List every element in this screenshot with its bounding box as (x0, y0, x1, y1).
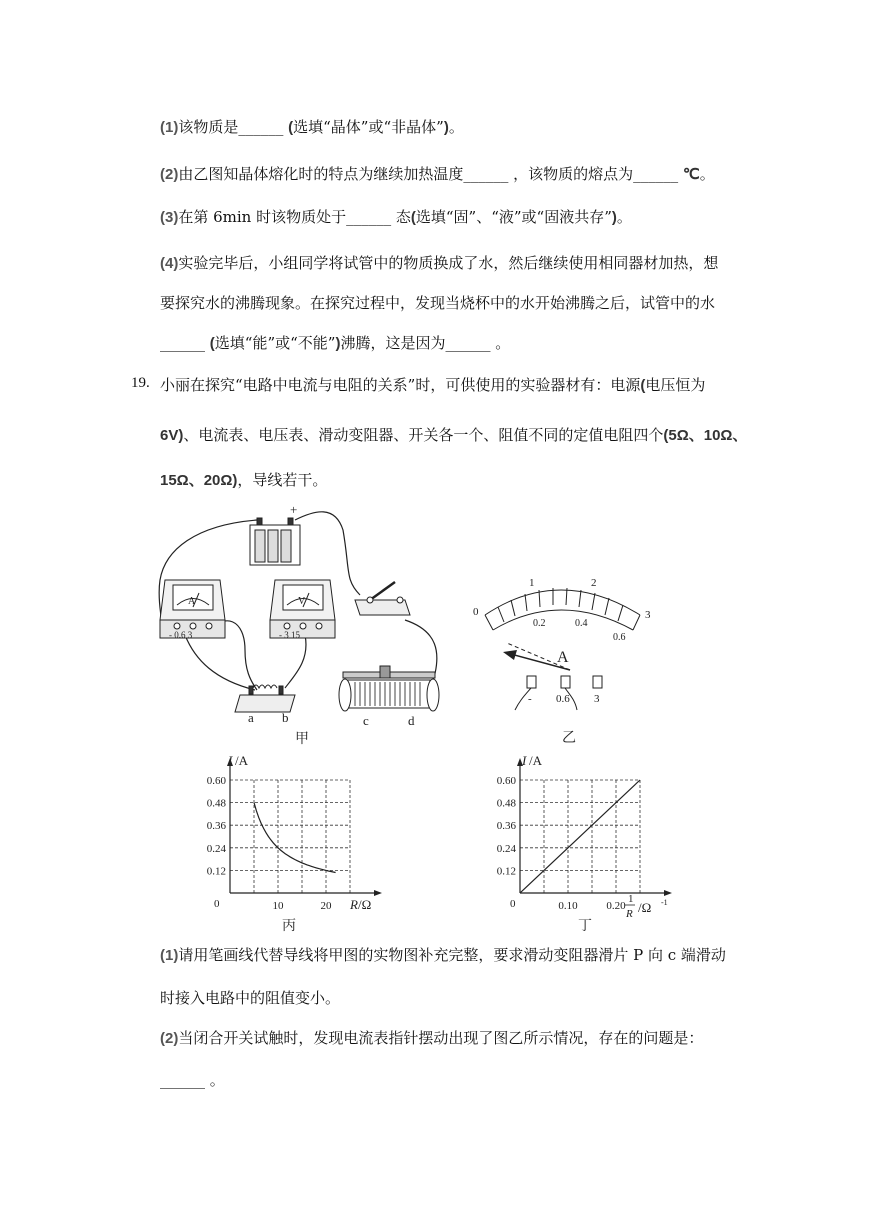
bing-ytick-1: 0.24 (206, 842, 226, 855)
q4-text-1: 实验完毕后，小组同学将试管中的物质换成了水，然后继续使用相同器材加热，想 (178, 254, 719, 272)
bing-xtick-1: 20 (320, 900, 332, 912)
resistor-icon (235, 685, 295, 712)
bing-ytick-2: 0.36 (206, 820, 226, 833)
q1-text: 该物质是______ (178, 118, 289, 136)
q2-unit: ℃ (682, 166, 700, 183)
ding-ticks (497, 775, 626, 912)
dial-pointer-head (503, 650, 517, 660)
ding-xlabel-den: R (626, 908, 633, 920)
q19-paren: ( (640, 377, 646, 394)
q4-text-3: 沸腾，这是因为______ 。 (340, 334, 511, 352)
terminal-minus: - (528, 693, 532, 705)
ammeter-letter: A (188, 596, 196, 607)
q4-number: (4) (160, 255, 179, 272)
q4-line1 (160, 253, 718, 274)
q4-blank: ______ (160, 334, 210, 352)
q19-line2 (160, 425, 747, 446)
ding-ylabel-var: I (522, 753, 527, 768)
dial-inner-0-6: 0.6 (613, 632, 626, 643)
q19-sub2-line1 (160, 1028, 703, 1049)
bing-xtick-0: 10 (272, 900, 284, 912)
ding-ytick-3: 0.48 (496, 797, 516, 810)
switch-icon (355, 582, 410, 615)
ding-ytick-0: 0.12 (496, 865, 516, 878)
bing-axes (227, 758, 382, 896)
q19-sub1-text-1: 请用笔画线代替导线将甲图的实物图补充完整，要求滑动变阻器滑片 P 向 c 端滑动 (178, 946, 726, 964)
q2-number: (2) (160, 166, 179, 183)
q19-text-3: ，导线若干。 (237, 471, 328, 489)
q19-text-1: 小丽在探究“电路中电流与电阻的关系”时，可供使用的实验器材有：电源 (160, 376, 641, 394)
wire-voltmeter-resistor (285, 635, 306, 688)
dial-meter-letter: A (557, 649, 569, 666)
terminal-0-6: 0.6 (556, 693, 570, 705)
q1-end: 。 (448, 118, 464, 136)
dial-tick-3: 3 (645, 609, 651, 621)
ding-ytick-1: 0.24 (496, 842, 516, 855)
dial-tick-2: 2 (591, 577, 597, 589)
q19-sub2-number: (2) (160, 1030, 179, 1047)
dial-inner-0-4: 0.4 (575, 618, 588, 629)
battery-plus: + (290, 502, 298, 517)
ding-ylabel-unit: /A (529, 753, 542, 768)
q4-line2 (160, 293, 715, 313)
label-d: d (408, 713, 415, 728)
figure-yi-ammeter-dial (465, 570, 665, 745)
q19-sub1-text-2: 时接入电路中的阻值变小。 (160, 989, 341, 1007)
ding-line (520, 780, 640, 893)
bing-xlabel-var: R (350, 897, 358, 912)
bing-x-arrow (374, 890, 382, 896)
bing-ylabel-unit: /A (235, 753, 248, 768)
q19-sub1-line1 (160, 945, 726, 966)
label-a: a (248, 710, 254, 725)
bing-ytick-3: 0.48 (206, 797, 226, 810)
q19-text-2: 、电流表、电压表、滑动变阻器、开关各一个、阻值不同的定值电阻四个 (183, 426, 664, 444)
dial-outer-arc (485, 590, 640, 615)
q4-paren-open: ( (209, 335, 215, 352)
q19-line1 (160, 375, 705, 396)
ding-axes (517, 758, 672, 896)
q19-sub2-text-2: ______ 。 (160, 1071, 225, 1089)
q3-text: 在第 6min 时该物质处于______ 态 (178, 208, 411, 226)
ding-x-arrow (664, 890, 672, 896)
caption-bing: 丙 (282, 919, 296, 934)
q4-line3 (160, 333, 510, 354)
voltmeter-letter: V (298, 596, 306, 607)
q19-sub2-line2 (160, 1070, 225, 1090)
q3-paren-close: ) (611, 209, 617, 226)
battery-icon (250, 518, 300, 565)
q3-paren-open: ( (410, 209, 416, 226)
q1-line (160, 117, 464, 138)
ding-ytick-4: 0.60 (496, 775, 516, 787)
bing-curve (254, 803, 336, 873)
bing-ytick-0: 0.12 (206, 865, 226, 878)
ammeter-scale: - 0.6 3 (169, 630, 193, 640)
dial-inner-0-2: 0.2 (533, 618, 546, 629)
q1-hint: 选填“晶体”或“非晶体” (293, 118, 444, 136)
voltmeter-scale: - 3 15 (279, 630, 300, 640)
q19-resistors-1: (5Ω、10Ω、 (663, 427, 748, 444)
q3-number: (3) (160, 209, 179, 226)
q2-line (160, 164, 715, 185)
q2-text: 由乙图知晶体熔化时的特点为继续加热温度______ ，该物质的熔点为______ (178, 165, 683, 183)
q19-voltage: 6V) (160, 427, 184, 444)
caption-ding: 丁 (578, 919, 592, 934)
q1-paren-close: ) (443, 119, 449, 136)
dial-tick-0: 0 (473, 606, 479, 618)
ding-origin: 0 (510, 898, 516, 910)
figure-jia-circuit (155, 500, 455, 750)
q19-resistors-2: 15Ω、20Ω) (160, 472, 238, 489)
dial-tick-1: 1 (529, 577, 535, 589)
bing-xlabel-unit: /Ω (358, 897, 372, 912)
label-c: c (363, 713, 369, 728)
terminal-3: 3 (594, 693, 600, 705)
q3-hint: 选填“固”、“液”或“固液共存” (415, 208, 612, 226)
label-b: b (282, 710, 289, 725)
bing-origin: 0 (214, 898, 220, 910)
figure-ding-chart (480, 750, 680, 940)
bing-ticks (207, 775, 332, 912)
q19-sub1-number: (1) (160, 947, 179, 964)
q19-number: 19. (131, 375, 150, 391)
ding-ytick-2: 0.36 (496, 820, 516, 833)
q4-text-2: 要探究水的沸腾现象。在探究过程中，发现当烧杯中的水开始沸腾之后，试管中的水 (160, 294, 716, 312)
q4-hint: 选填“能”或“不能” (214, 334, 336, 352)
caption-yi: 乙 (562, 731, 576, 745)
ding-xlabel-unit: /Ω (638, 900, 652, 915)
q1-number: (1) (160, 119, 179, 136)
rheostat-icon (339, 666, 439, 711)
ding-xtick-1: 0.20 (606, 900, 626, 912)
ding-xtick-0: 0.10 (558, 900, 578, 912)
q3-line (160, 207, 632, 228)
q4-paren-close: ) (335, 335, 341, 352)
bing-ylabel-var: I (228, 753, 233, 768)
bing-grid (230, 780, 350, 893)
q19-text-1-tail: 电压恒为 (645, 376, 706, 394)
q1-paren-open: ( (288, 119, 294, 136)
ding-xlabel-num: 1 (628, 893, 634, 905)
figure-bing-chart (190, 750, 390, 940)
bing-ytick-4: 0.60 (206, 775, 226, 787)
caption-jia: 甲 (295, 732, 309, 747)
q19-sub2-text-1: 当闭合开关试触时，发现电流表指针摆动出现了图乙所示情况，存在的问题是： (178, 1029, 704, 1047)
ding-xlabel-exp: -1 (661, 898, 668, 907)
dial-ticks (485, 588, 640, 630)
q3-end: 。 (616, 208, 632, 226)
q19-line3 (160, 470, 327, 491)
q2-end: 。 (699, 165, 715, 183)
q19-sub1-line2 (160, 988, 340, 1008)
